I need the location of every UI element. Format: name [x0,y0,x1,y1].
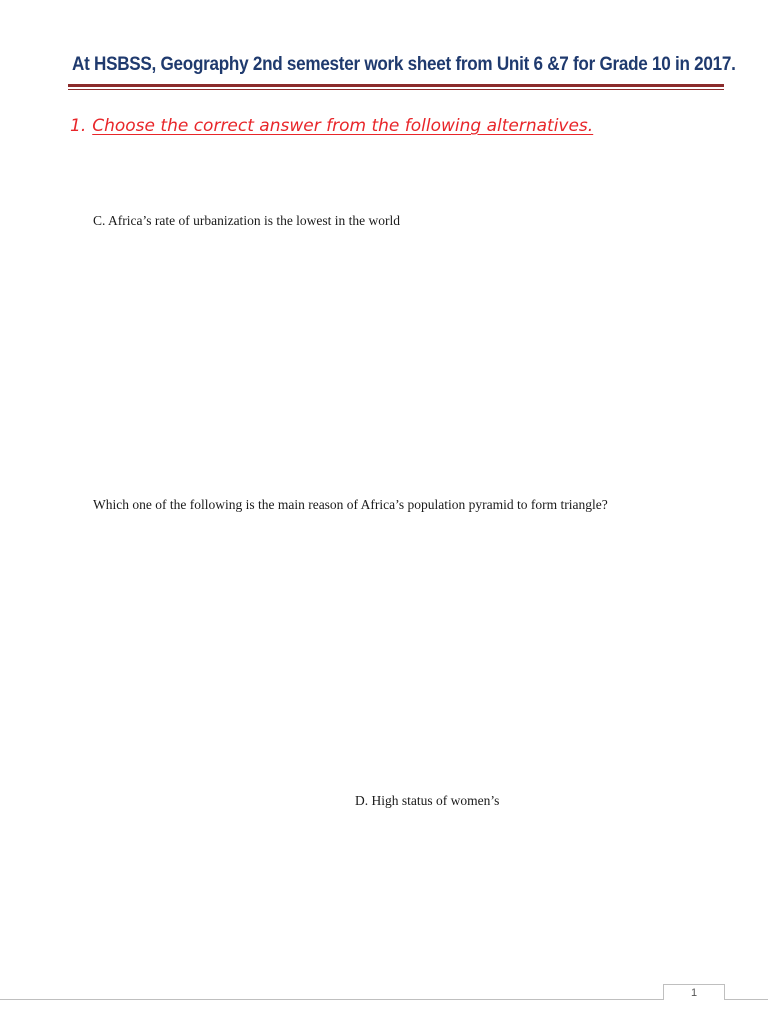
section-heading [70,116,593,136]
footer-rule [0,999,768,1000]
section-heading-text: Choose the correct answer from the following alternatives. [92,116,594,136]
answer-option-d: D. High status of women’s [355,793,500,808]
question-text: Which one of the following is the main reason of Africa’s population pyramid to form triangle? [93,497,608,512]
title-underline-thin [68,89,724,90]
page-number: 1 [690,987,698,999]
title-underline-thick [68,84,724,87]
document-title: At HSBSS, Geography 2nd semester work sheet from Unit 6 &7 for Grade 10 in 2017. [72,54,736,75]
section-number: 1. [70,116,87,136]
answer-option-c: C. Africa’s rate of urbanization is the lowest in the world [93,213,401,228]
